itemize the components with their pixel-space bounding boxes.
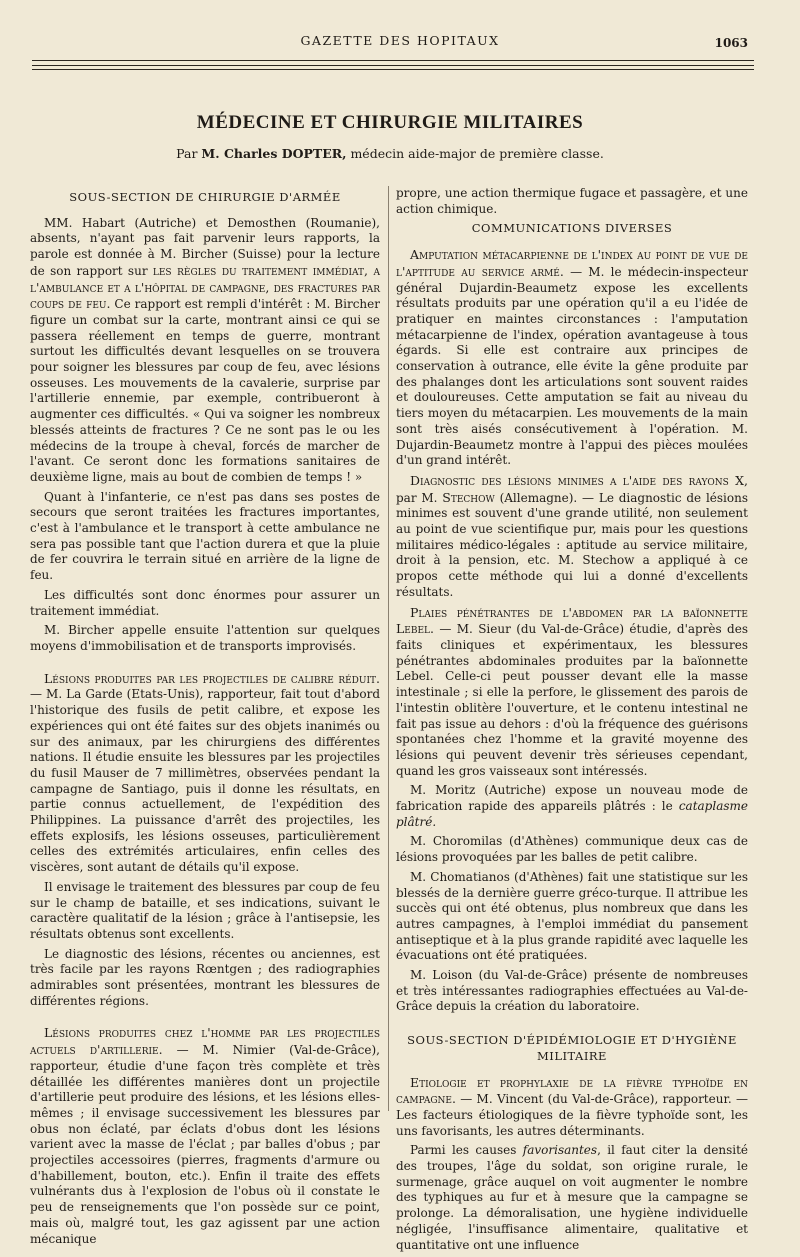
text-run: — M. Nimier (Val-de-Grâce), rapporteur, étudie d'une façon très complète et très détaillée les différentes manières dont un projectile d'artillerie peut produire des lésions, et les lésions elles-mêmes ; il envisage successivement les blessures par obus non éclaté, par éclats d'obus dont les lésions varient avec la masse de l'éclat ; par balles d'obus ; par projectiles accessoires (pierres, fragments d'armure ou d'habillement, bouton, etc.). Enfin il traite des effets vulnérants dus à l'explosion de l'obus où il constate le peu de renseignements que l'on possède sur ce point, mais où, malgré tout, les gaz agissent par une action mécanique [30,1043,380,1246]
column-divider [388,186,389,1111]
spacer [30,1013,380,1025]
section-topic: Diagnostic des lésions minimes a l'aide des rayons X, [410,472,748,488]
page-number: 1063 [714,36,748,50]
section-topic: Lésions produites par les projectiles de calibre réduit. [44,670,380,686]
section-topic: Amputation métacarpienne de l'index au point de vue de l'aptitude au service armé. [396,247,748,279]
text-run: Ce rapport est rempli d'intérêt : M. Bircher figure un combat sur la carte, montrant ainsi ce qui se passera réellement en temps de guerre, montrant surtout les difficultés devant lesquelles on se trouvera pour soigner les blessures par coup de feu, avec lésions osseuses. Les mouvements de la cavalerie, surprise par l'artillerie ennemie, par exemple, contribueront à augmenter ces difficultés. « Qui va soigner les nombreux blessés atteints de fractures ? Ce ne sont pas le ou les médecins de la troupe à cheval, forcés de marcher de l'avant. Ce seront donc les formations sanitaires de deuxième ligne, mais au bout de combien de temps ! » [30,297,380,484]
paragraph [396,1143,748,1253]
section-topic: les règles du traitement immédiat, a l'ambulance et a l'hôpital de campagne, des fractures par coups de feu. [30,262,380,312]
paragraph [396,783,748,830]
spacer [30,659,380,671]
paragraph: M. Chomatianos (d'Athènes) fait une statistique sur les blessés de la dernière guerre gréco-turque. Il attribue les succès qui ont été obtenus, plus nombreux que dans les autres campagnes, à l'emploi immédiat du pansement antiseptique et à la plus grande rapidité avec laquelle les évacuations ont été pratiquées. [396,869,748,963]
article-title: MÉDECINE ET CHIRURGIE MILITAIRES [196,112,584,133]
paragraph [30,671,380,876]
paragraph: M. Bircher appelle ensuite l'attention sur quelques moyens d'immobilisation et de transports improvisés. [30,623,380,653]
text-run: , il faut citer la densité des troupes, l'âge du soldat, son origine rurale, le surmenage, grâce auquel on voit augmenter le nombre des typhiques au fur et à mesure que la campagne se prolonge. La démoralisation, une hygiène individuelle négligée, l'insuffisance alimentaire, qualitative et quantitative ont une influence [396,1143,748,1252]
paragraph [396,1075,748,1140]
byline-suffix: médecin aide-major de première classe. [346,146,604,161]
paragraph [396,605,748,780]
paragraph: Les difficultés sont donc énormes pour assurer un traitement immédiat. [30,587,380,618]
text-run: MM. Habart (Autriche) et Demosthen (Roumanie), absents, n'ayant pas fait parvenir leurs rapports, la parole est donnée à M. Bircher (Suisse) pour la lecture de son rapport sur [30,215,380,278]
right-column [396,186,748,1257]
subsection-title-communications: COMMUNICATIONS DIVERSES [471,221,673,236]
text-run: — M. La Garde (Etats-Unis), rapporteur, fait tout d'abord l'historique des fusils de petit calibre, et expose les expériences qui ont été faites sur des objets inanimés ou sur des animaux, par les chirurgiens des différentes nations. Il étudie ensuite les blessures par les projectiles du fusil Mauser de 7 millimètres, observées pendant la campagne de Santiago, puis il donne les résultats, en partie connus actuellement, de l'expédition des Philippines. La puissance d'arrêt des projectiles, les effets explosifs, les lésions osseuses, particulièrement celles des extrémités articulaires, enfin celles des viscères, sont autant de détails qu'il expose. [30,687,380,875]
left-column [30,186,380,1251]
paragraph: propre, une action thermique fugace et passagère, et une action chimique. [396,186,748,216]
paragraph [396,247,748,469]
text-run: (Allemagne). — Le diagnostic de lésions minimes est souvent d'une grande utilité, non seulement au point de vue scientifique pur, mais pour les questions militaires médico-légales : aptitude au service militaire, droit à la pension, etc. M. Stechow a appliqué à ce propos cette méthode qui lui a donné d'excellents résultats. [396,490,748,599]
author-name: Stechow [442,489,495,505]
paragraph [30,216,380,486]
text-run: — M. Sieur (du Val-de-Grâce) étudie, d'après des faits cliniques et expérimentaux, les blessures pénétrantes abdominales produites par la baïonnette Lebel. Celle-ci peut pousser devant elle la masse intestinale ; si elle la perfore, le glissement des parois de l'intestin oblitère l'ouverture, et le contenu intestinal ne fait pas issue au dehors : d'où la fréquence des guérisons spontanées chez l'homme et la gravité moyenne des lésions qui peuvent devenir très sérieuses cependant, quand les gros vaisseaux sont intéressés. [396,622,748,778]
section-topic: Plaies pénétrantes de l'abdomen par la baïonnette Lebel. [396,604,748,637]
byline-prefix: Par [176,146,202,161]
subsection-title-hygiene: SOUS-SECTION D'ÉPIDÉMIOLOGIE ET D'HYGIÈNE MILITAIRE [407,1033,737,1063]
text-run: M. Moritz (Autriche) expose un nouveau mode de fabrication rapide des appareils plâtrés : le [396,783,748,814]
section-topic: Etiologie et prophylaxie de la fièvre typhoïde en campagne. [396,1074,748,1107]
paragraph: M. Loison (du Val-de-Grâce) présente de nombreuses et très intéressantes radiographies effectuées au Val-de-Grâce depuis la création du laboratoire. [396,968,748,1014]
running-head: GAZETTE DES HOPITAUX [300,33,500,48]
paragraph: Le diagnostic des lésions, récentes ou anciennes, est très facile par les rayons Rœntgen ; des radiographies admirables sont présentées, montrant les blessures de différentes régions. [30,946,380,1008]
paragraph: M. Choromilas (d'Athènes) communique deux cas de lésions provoquées par les balles de petit calibre. [396,834,748,865]
header-double-rule [32,60,754,66]
byline [0,146,780,161]
byline-author: M. Charles DOPTER, [201,146,347,161]
text-run: Parmi les causes [410,1143,523,1158]
text-run: — M. Vincent (du Val-de-Grâce), rapporteur. — Les facteurs étiologiques de la fièvre typhoïde sont, les uns favorisants, les autres déterminants. [396,1092,748,1138]
italic-term: favorisantes [522,1143,598,1158]
paragraph: Quant à l'infanterie, ce n'est pas dans ses postes de secours que seront traitées les fractures importantes, c'est à l'ambulance et le transport à cette ambulance ne sera pas possible tant que l'action durera et que la pluie de fer couvrira le terrain situé en arrière de la ligne de feu. [30,489,380,583]
text-run: par M. [396,490,443,505]
header-thin-rule [32,69,754,70]
spacer [396,1019,748,1031]
paragraph: Il envisage le traitement des blessures par coup de feu sur le champ de bataille, et ses indications, suivant le caractère qualitatif de la lésion ; grâce à l'antisepsie, les résultats obtenus sont excellents. [30,879,380,941]
section-topic: Lésions produites chez l'homme par les projectiles actuels d'artillerie. [30,1025,380,1058]
text-run: — M. le médecin-inspecteur général Dujardin-Beaumetz expose les excellents résultats produits par une opération qu'il a eu l'idée de pratiquer en maintes circonstances : l'amputation métacarpienne de l'index, opération avantageuse à tous égards. Si elle est contraire aux principes de conservation à outrance, elle évite la gêne produite par des phalanges dont les articulations sont souvent raides et douloureuses. Cette amputation se fait au niveau du tiers moyen du métacarpien. Les mouvements de la main sont très aisés consécutivement à l'opération. M. Dujardin-Beaumetz montre à l'appui des pièces moulées d'un grand intérêt. [396,264,748,468]
paragraph [30,1025,380,1247]
subsection-title-surgery: SOUS-SECTION DE CHIRURGIE D'ARMÉE [69,190,341,204]
italic-term: cataplasme plâtré. [396,799,748,829]
paragraph [396,473,748,601]
